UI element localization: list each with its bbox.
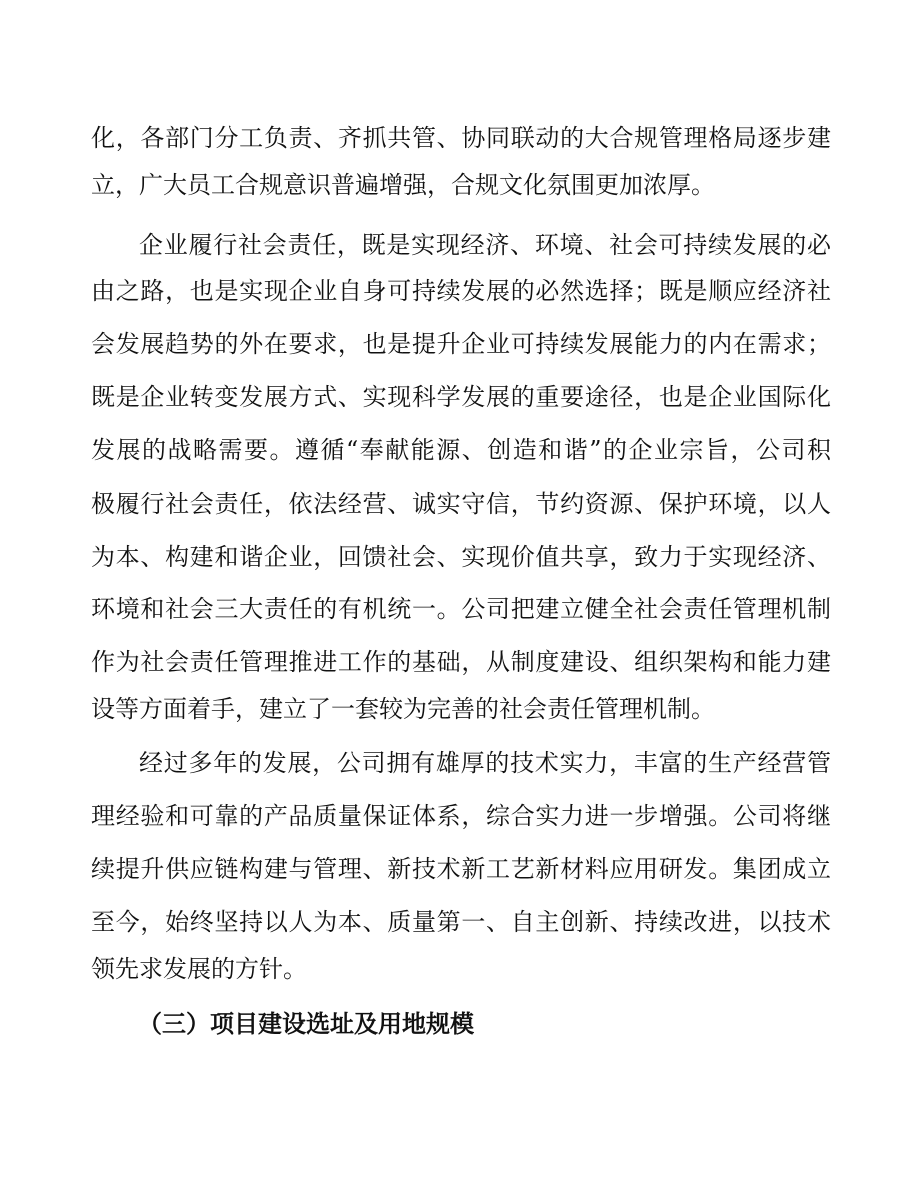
text-line: 会发展趋势的外在要求，也是提升企业可持续发展能力的内在需求； <box>91 330 831 358</box>
text-line: 既是企业转变发展方式、实现科学发展的重要途径，也是企业国际化 <box>91 383 831 411</box>
text-line: 经过多年的发展，公司拥有雄厚的技术实力，丰富的生产经营管 <box>139 749 831 777</box>
text-line: 立，广大员工合规意识普遍增强，合规文化氛围更加浓厚。 <box>91 171 715 199</box>
text-line: 环境和社会三大责任的有机统一。公司把建立健全社会责任管理机制 <box>91 595 831 623</box>
text-line: 设等方面着手，建立了一套较为完善的社会责任管理机制。 <box>91 695 715 723</box>
text-line: 续提升供应链构建与管理、新技术新工艺新材料应用研发。集团成立 <box>91 855 831 883</box>
text-line: 至今，始终坚持以人为本、质量第一、自主创新、持续改进，以技术 <box>91 908 831 936</box>
text-line: 领先求发展的方针。 <box>91 955 307 983</box>
text-line: 极履行社会责任，依法经营、诚实守信，节约资源、保护环境，以人 <box>91 490 831 518</box>
text-line: 理经验和可靠的产品质量保证体系，综合实力进一步增强。公司将继 <box>91 802 831 830</box>
text-line: 为本、构建和谐企业，回馈社会、实现价值共享，致力于实现经济、 <box>91 543 831 571</box>
text-line: 企业履行社会责任，既是实现经济、环境、社会可持续发展的必 <box>139 231 831 259</box>
text-line: 化，各部门分工负责、齐抓共管、协同联动的大合规管理格局逐步建 <box>91 124 831 152</box>
section-heading: （三）项目建设选址及用地规模 <box>138 1010 474 1038</box>
text-line: 作为社会责任管理推进工作的基础，从制度建设、组织架构和能力建 <box>91 648 831 676</box>
text-line: 发展的战略需要。遵循“奉献能源、创造和谐”的企业宗旨，公司积 <box>91 436 831 464</box>
text-line: 由之路，也是实现企业自身可持续发展的必然选择；既是顺应经济社 <box>91 277 831 305</box>
